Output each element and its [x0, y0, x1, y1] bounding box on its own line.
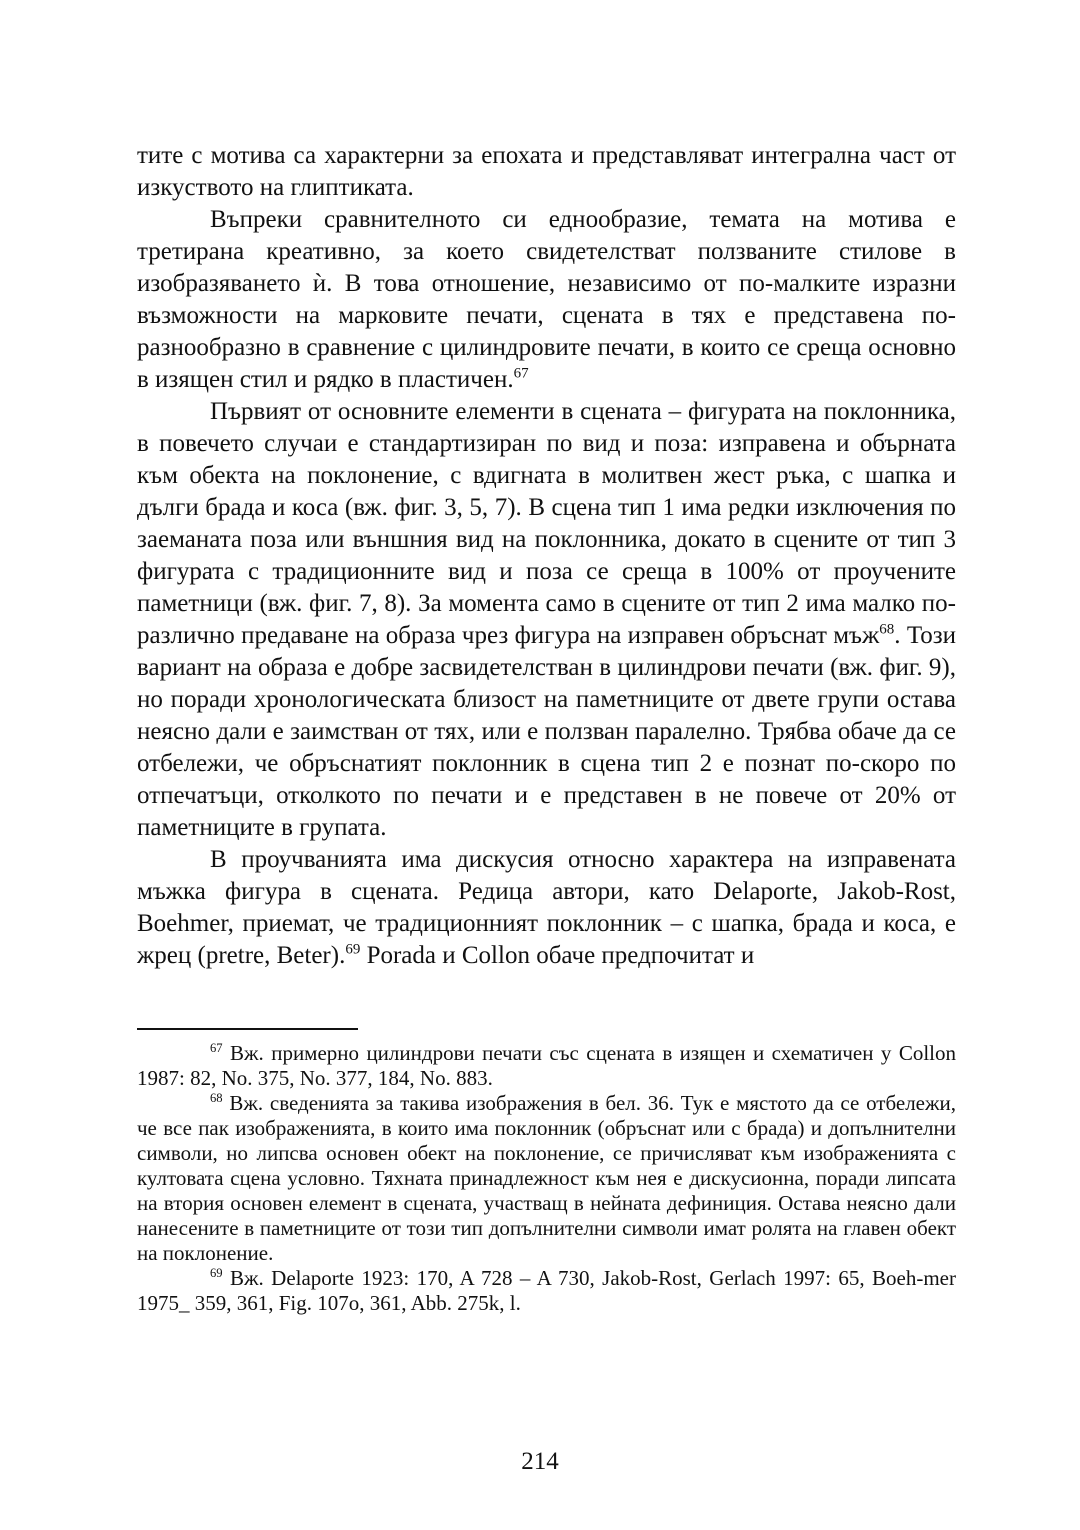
footnotes [137, 1041, 956, 1316]
paragraph-2-text: Въпреки сравнителното си еднообразие, темата на мотива е третирана креативно, за което свидетелстват ползваните стилове в изобразяването ѝ. В това отношение, независимо от по-малките изразни възможности на марковите печати, сцената в тях е представена по-разнообразно в сравнение с цилиндровите печати, в които се среща основно в изящен стил и рядко в пластичен. [137, 206, 956, 393]
paragraph-1-text: тите с мотива са характерни за епохата и представляват интегрална част от изкуството на глиптиката. [137, 142, 956, 201]
footnote-ref-67[interactable]: 67 [513, 365, 529, 382]
footnote-number: 67 [210, 1041, 223, 1055]
paragraph-2 [137, 204, 956, 396]
paragraph-4-text-b: Porada и Collon обаче предпочитат и [360, 942, 755, 969]
footnote-68 [137, 1091, 956, 1266]
footnote-ref-69[interactable]: 69 [345, 941, 361, 958]
paragraph-4-text-a: В проучванията има дискусия относно характера на изправената мъжка фигура в сцената. Редица автори, като Delaporte, Jakob-Rost, Boehmer, приемат, че традиционният поклонник – с шапка, брада и коса, е жрец (pretre, Beter). [137, 846, 956, 969]
paragraph-1 [137, 140, 956, 204]
footnote-text: Вж. Delaporte 1923: 170, A 728 – A 730, Jakob-Rost, Gerlach 1997: 65, Boeh-mer 1975_ 359, 361, Fig. 107o, 361, Abb. 275k, l. [137, 1266, 956, 1315]
footnote-number: 69 [210, 1266, 223, 1280]
footnote-69 [137, 1266, 956, 1316]
paragraph-3-text-a: Първият от основните елементи в сцената – фигурата на поклонника, в повечето случаи е стандартизиран по вид и поза: изправена и обърната към обекта на поклонение, с вдигната в молитвен жест ръка, с шапка и дълги брада и коса (вж. фиг. 3, 5, 7). В сцена тип 1 има редки изключения по заеманата поза или външния вид на поклонника, докато в сцените от тип 3 фигурата с традиционните вид и поза се среща в 100% от проучените паметници (вж. фиг. 7, 8). За момента само в сцените от тип 2 има малко по-различно предаване на образа чрез фигура на изправен обръснат мъж [137, 398, 956, 649]
paragraph-4 [137, 844, 956, 972]
footnote-text: Вж. сведенията за такива изображения в бел. 36. Тук е мястото да се отбележи, че все пак изображенията, в които има поклонник (обръснат или с брада) и допълнителни символи, но липсва основен обект на поклонение, се причисляват към изображенията с култовата сцена условно. Тяхната принадлежност към нея е дискусионна, поради липсата на втория основен елемент в сцената, участващ в нейната дефиниция. Остава неясно дали нанесените в паметниците от този тип допълнителни символи имат ролята на главен обект на поклонение. [137, 1091, 956, 1265]
main-text [137, 140, 956, 972]
page-number: 214 [521, 1448, 559, 1475]
footnote-ref-68[interactable]: 68 [879, 621, 895, 638]
footnote-text: Вж. примерно цилиндрови печати със сцената в изящен и схематичен у Collon 1987: 82, No. 375, No. 377, 184, No. 883. [137, 1041, 956, 1090]
paragraph-3 [137, 396, 956, 844]
paragraph-3-text-b: . Този вариант на образа е добре засвидетелстван в цилиндрови печати (вж. фиг. 9), но поради хронологическата близост на паметниците от двете групи остава неясно дали е заимстван от тях, или е ползван паралелно. Трябва обаче да се отбележи, че обръснатият поклонник в сцена тип 2 е познат по-скоро по отпечатъци, отколкото по печати и е представен в не повече от 20% от паметниците в групата. [137, 622, 956, 841]
footnote-number: 68 [210, 1091, 223, 1105]
footnote-67 [137, 1041, 956, 1091]
footnote-separator [137, 1028, 358, 1030]
